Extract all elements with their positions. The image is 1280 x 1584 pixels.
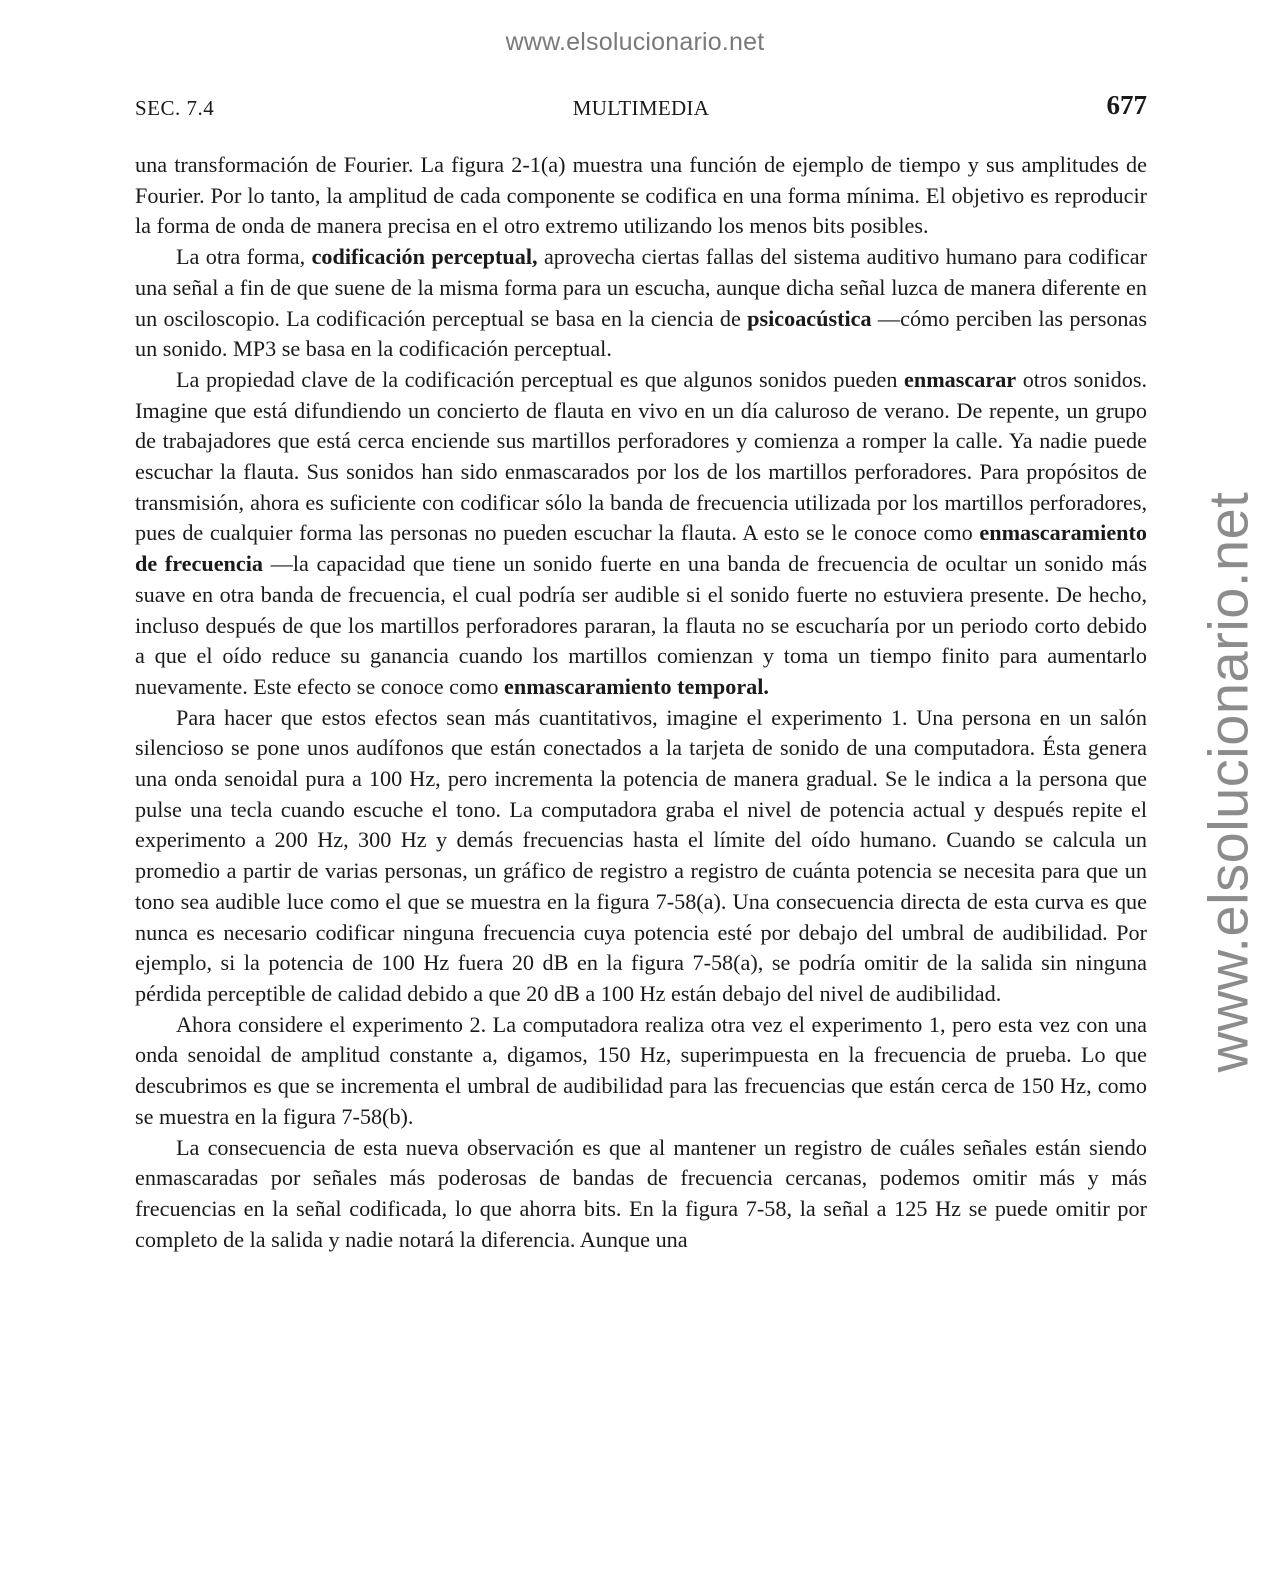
term-psicoacustica: psicoacústica [747, 305, 872, 331]
watermark-top: www.elsolucionario.net [505, 28, 765, 56]
paragraph-3 [135, 365, 1147, 703]
paragraph-1: una transformación de Fourier. La figura 2-1(a) muestra una función de ejemplo de tiempo y sus amplitudes de Fourier. Por lo tanto, la amplitud de cada componente se codifica en una forma mínima. El objetivo es reproducir la forma de onda de manera precisa en el otro extremo utilizando los menos bits posibles. [135, 152, 1147, 239]
paragraph-4: Para hacer que estos efectos sean más cuantitativos, imagine el experimento 1. Una persona en un salón silencioso se pone unos audífonos que están conectados a la tarjeta de sonido de una computadora. Ésta genera una onda senoidal pura a 100 Hz, pero incrementa la potencia de manera gradual. Se le indica a la persona que pulse una tecla cuando escuche el tono. La computadora graba el nivel de potencia actual y después repite el experimento a 200 Hz, 300 Hz y demás frecuencias hasta el límite del oído humano. Cuando se calcula un promedio a partir de varias personas, un gráfico de registro a registro de cuánta potencia se necesita para que un tono sea audible luce como el que se muestra en la figura 7-58(a). Una consecuencia directa de esta curva es que nunca es necesario codificar ninguna frecuencia cuya potencia esté por debajo del umbral de audibilidad. Por ejemplo, si la potencia de 100 Hz fuera 20 dB en la figura 7-58(a), se podría omitir de la salida sin ninguna pérdida perceptible de calidad debido a que 20 dB a 100 Hz están debajo del nivel de audibilidad. [135, 704, 1147, 1006]
text-run: La propiedad clave de la codificación perceptual es que algunos sonidos pueden [176, 366, 905, 392]
term-enmascaramiento-de-frecuencia: enmascaramiento de frecuencia [135, 520, 1147, 577]
paragraph-5: Ahora considere el experimento 2. La computadora realiza otra vez el experimento 1, pero esta vez con una onda senoidal de amplitud constante a, digamos, 150 Hz, superimpuesta en la frecuencia de prueba. Lo que descubrimos es que se incrementa el umbral de audibilidad para las frecuencias que están cerca de 150 Hz, como se muestra en la figura 7-58(b). [135, 1011, 1147, 1129]
body-text [135, 150, 1147, 1255]
watermark-side: www.elsolucionario.net [1196, 491, 1260, 1073]
term-enmascarar: enmascarar [904, 366, 1017, 392]
text-run: —la capacidad que tiene un sonido fuerte en una banda de frecuencia de ocultar un sonido más suave en otra banda de frecuencia, el cual podría ser audible si el sonido fuerte no estuviera presente. De hecho, incluso después de que los martillos perforadores pararan, la flauta no se escucharía por un periodo corto debido a que el oído reduce su ganancia cuando los martillos comienzan y toma un tiempo finito para aumentarlo nuevamente. Este efecto se conoce como [135, 551, 1147, 699]
text-run: otros sonidos. Imagine que está difundiendo un concierto de flauta en vivo en un día caluroso de verano. De repente, un grupo de trabajadores que está cerca enciende sus martillos perforadores y comienza a romper la calle. Ya nadie puede escuchar la flauta. Sus sonidos han sido enmascarados por los de los martillos perforadores. Para propósitos de transmisión, ahora es suficiente con codificar sólo la banda de frecuencia utilizada por los martillos perforadores, pues de cualquier forma las personas no pueden escuchar la flauta. A esto se le conoce como [135, 366, 1147, 546]
running-head [135, 90, 1147, 126]
text-run: aprovecha ciertas fallas del sistema auditivo humano para codificar una señal a fin de que suene de la misma forma para un escucha, aunque dicha señal luzca de manera diferente en un osciloscopio. La codificación perceptual se basa en la ciencia de [135, 244, 1148, 331]
chapter-title: MULTIMEDIA [572, 96, 710, 120]
text-run: La otra forma, [176, 244, 312, 270]
section-number: SEC. 7.4 [135, 96, 215, 120]
paragraph-6: La consecuencia de esta nueva observación es que al mantener un registro de cuáles señales están siendo enmascaradas por señales más poderosas de bandas de frecuencia cercanas, podemos omitir más y más frecuencias en la señal codificada, lo que ahorra bits. En la figura 7-58, la señal a 125 Hz se puede omitir por completo de la salida y nadie notará la diferencia. Aunque una [135, 1134, 1147, 1252]
term-codificacion-perceptual: codificación perceptual, [311, 244, 538, 270]
page-number: 677 [1106, 90, 1147, 120]
paragraph-2 [135, 242, 1147, 365]
term-enmascaramiento-temporal: enmascaramiento temporal. [504, 673, 769, 699]
text-run: —cómo perciben las personas un sonido. MP3 se basa en la codificación perceptual. [135, 305, 1148, 362]
